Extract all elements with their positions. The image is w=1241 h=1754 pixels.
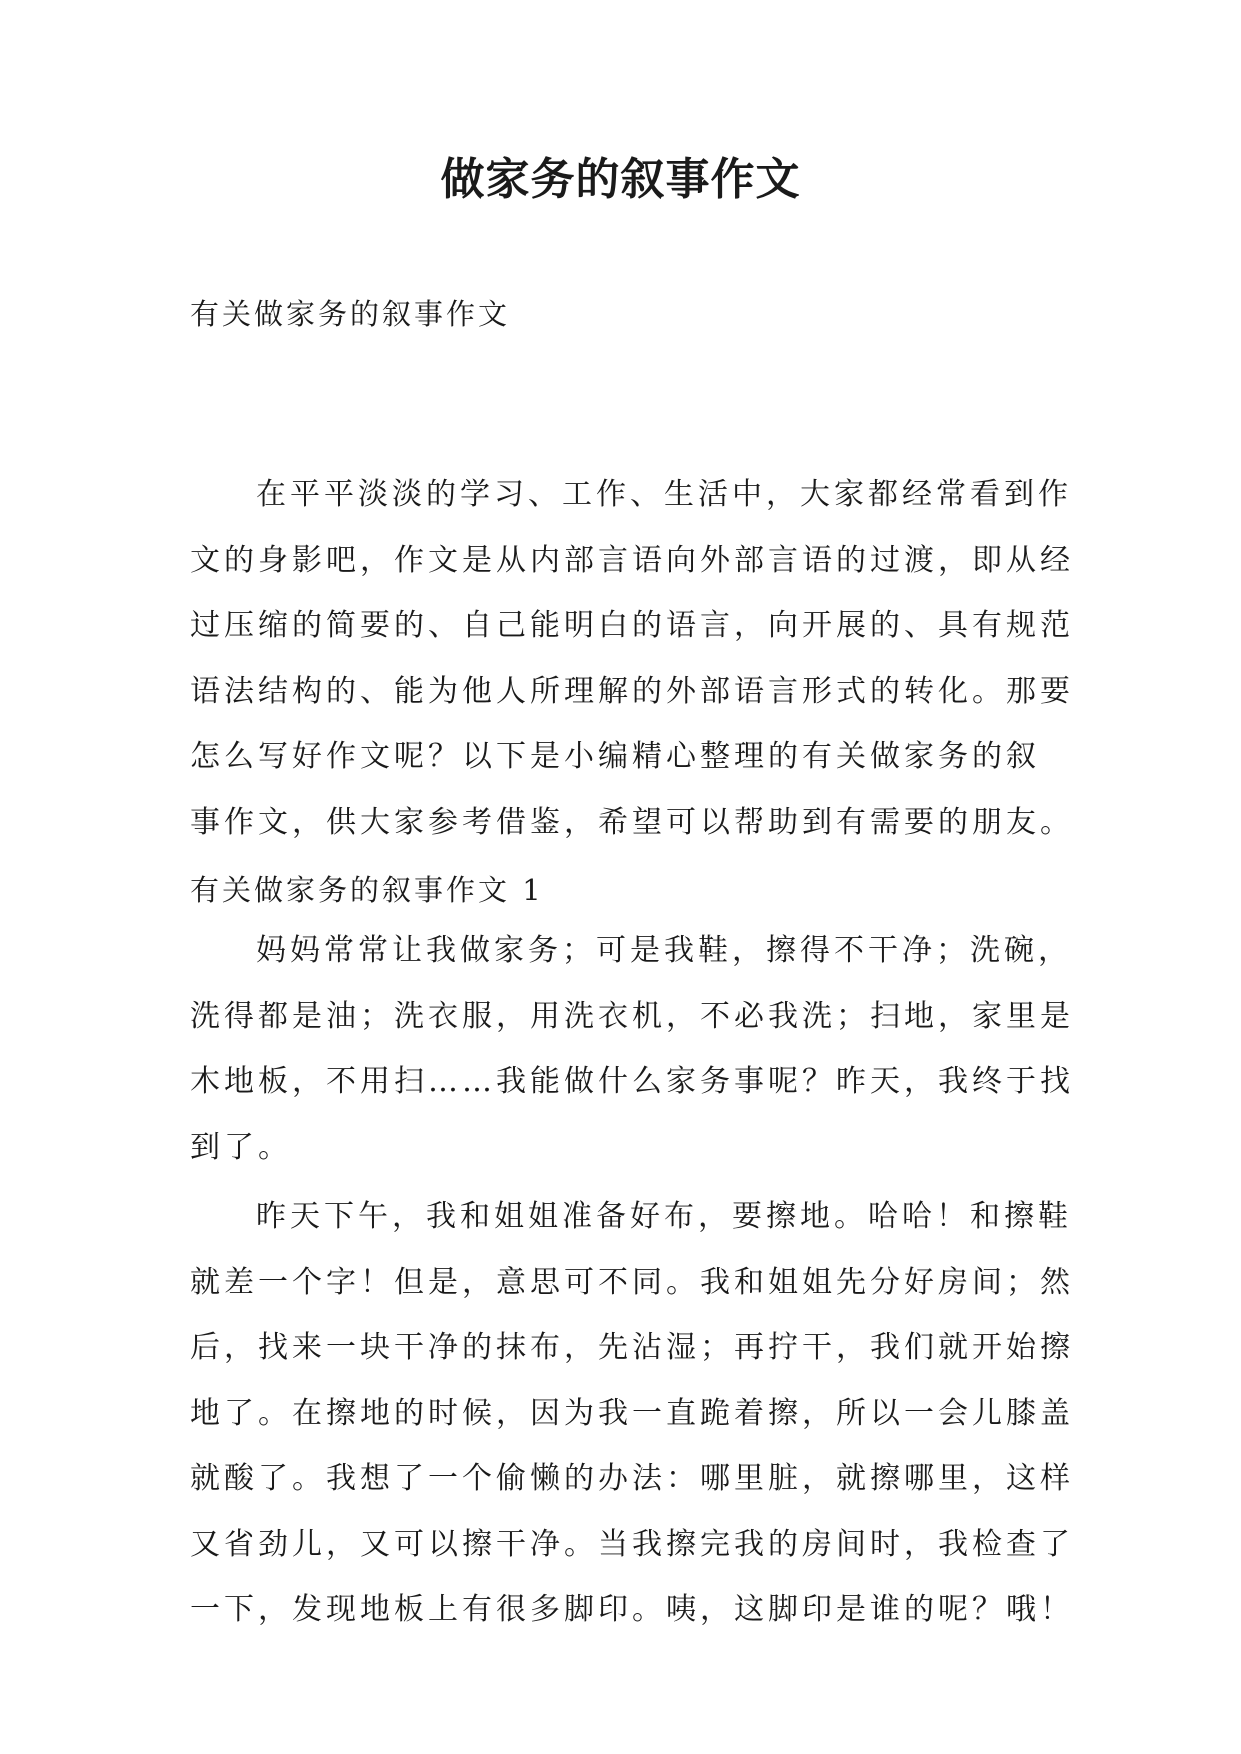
- intro-line: 事作文，供大家参考借鉴，希望可以帮助到有需要的朋友。: [190, 804, 1074, 840]
- paragraph-line: 昨天下午，我和姐姐准备好布，要擦地。哈哈！和擦鞋: [256, 1199, 1072, 1234]
- essay-paragraph-1: [190, 918, 1074, 1180]
- paragraph-line: 到了。: [190, 1129, 292, 1165]
- paragraph-line: 就差一个字！但是，意思可不同。我和姐姐先分好房间；然: [190, 1264, 1074, 1300]
- paragraph-line: 洗得都是油；洗衣服，用洗衣机，不必我洗；扫地，家里是: [190, 998, 1074, 1034]
- paragraph-line: 妈妈常常让我做家务；可是我鞋，擦得不干净；洗碗，: [256, 933, 1072, 968]
- intro-line: 语法结构的、能为他人所理解的外部语言形式的转化。那要: [190, 673, 1074, 709]
- essay-body: [190, 918, 1074, 1643]
- intro-paragraph: [190, 462, 1074, 855]
- paragraph-line: 木地板，不用扫……我能做什么家务事呢？昨天，我终于找: [190, 1064, 1074, 1099]
- intro-line: 在平平淡淡的学习、工作、生活中，大家都经常看到作: [256, 477, 1072, 512]
- paragraph-line: 后，找来一块干净的抹布，先沾湿；再拧干，我们就开始擦: [190, 1330, 1074, 1365]
- document-title: 做家务的叙事作文: [440, 154, 801, 205]
- paragraph-line: 地了。在擦地的时候，因为我一直跪着擦，所以一会儿膝盖: [190, 1395, 1074, 1431]
- intro-line: 怎么写好作文呢？以下是小编精心整理的有关做家务的叙: [190, 739, 1040, 774]
- paragraph-line: 又省劲儿，又可以擦干净。当我擦完我的房间时，我检查了: [190, 1526, 1074, 1562]
- intro-line: 过压缩的简要的、自己能明白的语言，向开展的、具有规范: [190, 608, 1074, 643]
- paragraph-line: 一下，发现地板上有很多脚印。咦，这脚印是谁的呢？哦！: [190, 1592, 1074, 1627]
- paragraph-line: 就酸了。我想了一个偷懒的办法：哪里脏，就擦哪里，这样: [190, 1461, 1074, 1496]
- section-heading: 有关做家务的叙事作文 1: [190, 873, 544, 907]
- intro-line: 文的身影吧，作文是从内部言语向外部言语的过渡，即从经: [190, 542, 1074, 578]
- essay-paragraph-2: [190, 1184, 1074, 1643]
- document-subtitle: 有关做家务的叙事作文: [190, 297, 511, 331]
